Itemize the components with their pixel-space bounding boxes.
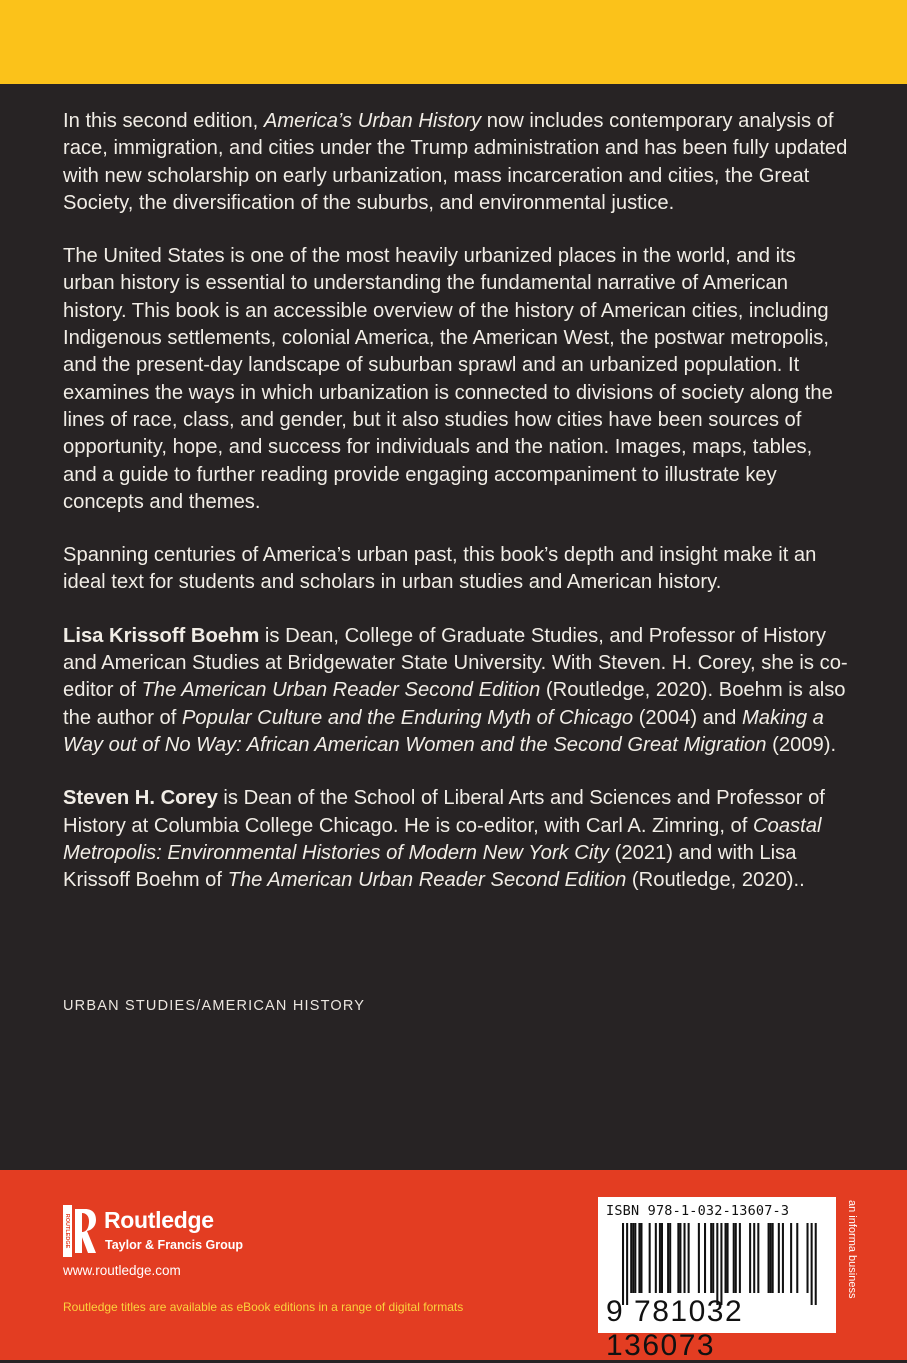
barcode-bar (710, 1223, 712, 1293)
barcode-bar (638, 1223, 640, 1293)
subject-category: URBAN STUDIES/AMERICAN HISTORY (63, 998, 366, 1014)
barcode-bar (669, 1223, 671, 1293)
barcode-bar (667, 1223, 669, 1293)
publisher-group: Taylor & Francis Group (105, 1238, 243, 1252)
barcode-bar (632, 1223, 634, 1293)
barcode-bar (770, 1223, 772, 1293)
barcode-bar (725, 1223, 727, 1293)
barcode-bar (807, 1223, 809, 1293)
barcode-bar (677, 1223, 679, 1293)
barcode-bar (622, 1223, 624, 1305)
informa-tagline: an informa business (846, 1200, 858, 1299)
barcode-digits: 9 781032 136073 (606, 1295, 744, 1362)
barcode-bar (733, 1223, 735, 1293)
barcode-bar (790, 1223, 792, 1293)
isbn-label: ISBN 978-1-032-13607-3 (606, 1203, 790, 1219)
barcode-bar (735, 1223, 737, 1293)
barcode-bar (753, 1223, 755, 1293)
description-paragraph-2: The United States is one of the most heavily urbanized places in the world, and its urban history is essential to understanding the fundamental narrative of American history. This book is an accessible overview of the history of American cities, including Indigenous settlements, colonial America, the American West, the postwar metropolis, and the present-day landscape of suburban sprawl and an urbanized population. It examines the ways in which urbanization is connected to divisions of society along the lines of race, class, and gender, but it also studies how cities have been sources of opportunity, hope, and success for individuals and the nation. Images, maps, tables, and a guide to further reading provide engaging accompaniment to illustrate key concepts and themes. (63, 245, 833, 513)
barcode-bar (720, 1223, 722, 1305)
barcode-bar (704, 1223, 706, 1293)
barcode-bar (661, 1223, 663, 1293)
barcode-bar (815, 1223, 817, 1305)
barcode-bar (655, 1223, 657, 1293)
barcode-bar (698, 1223, 700, 1293)
barcode-bar (768, 1223, 770, 1293)
barcode-bar (626, 1223, 628, 1305)
barcode-bar (796, 1223, 798, 1293)
ebook-availability-note: Routledge titles are available as eBook editions in a range of digital formats (63, 1300, 464, 1314)
barcode-bar (811, 1223, 813, 1305)
barcode-bar (679, 1223, 681, 1293)
barcode-bar (772, 1223, 774, 1293)
author-bio-1: Lisa Krissoff Boehm is Dean, College of Graduate Studies, and Professor of History and American Studies at Bridgewater State University. With Steven. H. Corey, she is co-editor of The American Urban Reader Second Edition (Routledge, 2020). Boehm is also the author of Popular Culture and the Enduring Myth of Chicago (2004) and Making a Way out of No Way: African American Women and the Second Great Migration (2009). (63, 624, 848, 756)
barcode-bar (739, 1223, 741, 1293)
barcode-bar (712, 1223, 714, 1293)
barcode-bar (757, 1223, 759, 1293)
barcode-bar (634, 1223, 636, 1293)
barcode-bar (630, 1223, 632, 1293)
barcode-bar (749, 1223, 751, 1293)
routledge-logo-icon (63, 1205, 97, 1257)
barcode-bar (640, 1223, 642, 1293)
barcode-bar (782, 1223, 784, 1293)
isbn-barcode (598, 1197, 836, 1362)
top-color-band (0, 0, 907, 84)
book-title: America’s Urban History (263, 110, 482, 132)
barcode-bar (659, 1223, 661, 1293)
publisher-name: Routledge (104, 1207, 214, 1233)
back-cover-text (63, 108, 848, 920)
logo-vertical-text: ROUTLEDGE (64, 1213, 71, 1249)
author-name-2: Steven H. Corey (63, 787, 218, 810)
publisher-website: www.routledge.com (63, 1263, 181, 1278)
barcode-bar (684, 1223, 686, 1293)
author-name-1: Lisa Krissoff Boehm (63, 624, 260, 647)
barcode-bar (727, 1223, 729, 1293)
author-bio-2: Steven H. Corey is Dean of the School of Liberal Arts and Sciences and Professor of History at Columbia College Chicago. He is co-editor, with Carl A. Zimring, of Coastal Metropolis: Environmental Histories of Modern New York City (2021) and with Lisa Krissoff Boehm of The American Urban Reader Second Edition (Routledge, 2020).. (63, 787, 825, 892)
description-paragraph-3: Spanning centuries of America’s urban past, this book’s depth and insight make it an ideal text for students and scholars in urban studies and American history. (63, 544, 817, 594)
description-paragraph-1: In this second edition, America’s Urban History now includes contemporary analysis of race, immigration, and cities under the Trump administration and has been fully updated with new scholarship on early urbanization, mass incarceration and cities, the Great Society, the diversification of the suburbs, and environmental justice. (63, 110, 848, 214)
barcode-bar (649, 1223, 651, 1293)
barcode-bar (688, 1223, 690, 1293)
barcode-bar (778, 1223, 780, 1293)
barcode-bar (716, 1223, 718, 1305)
